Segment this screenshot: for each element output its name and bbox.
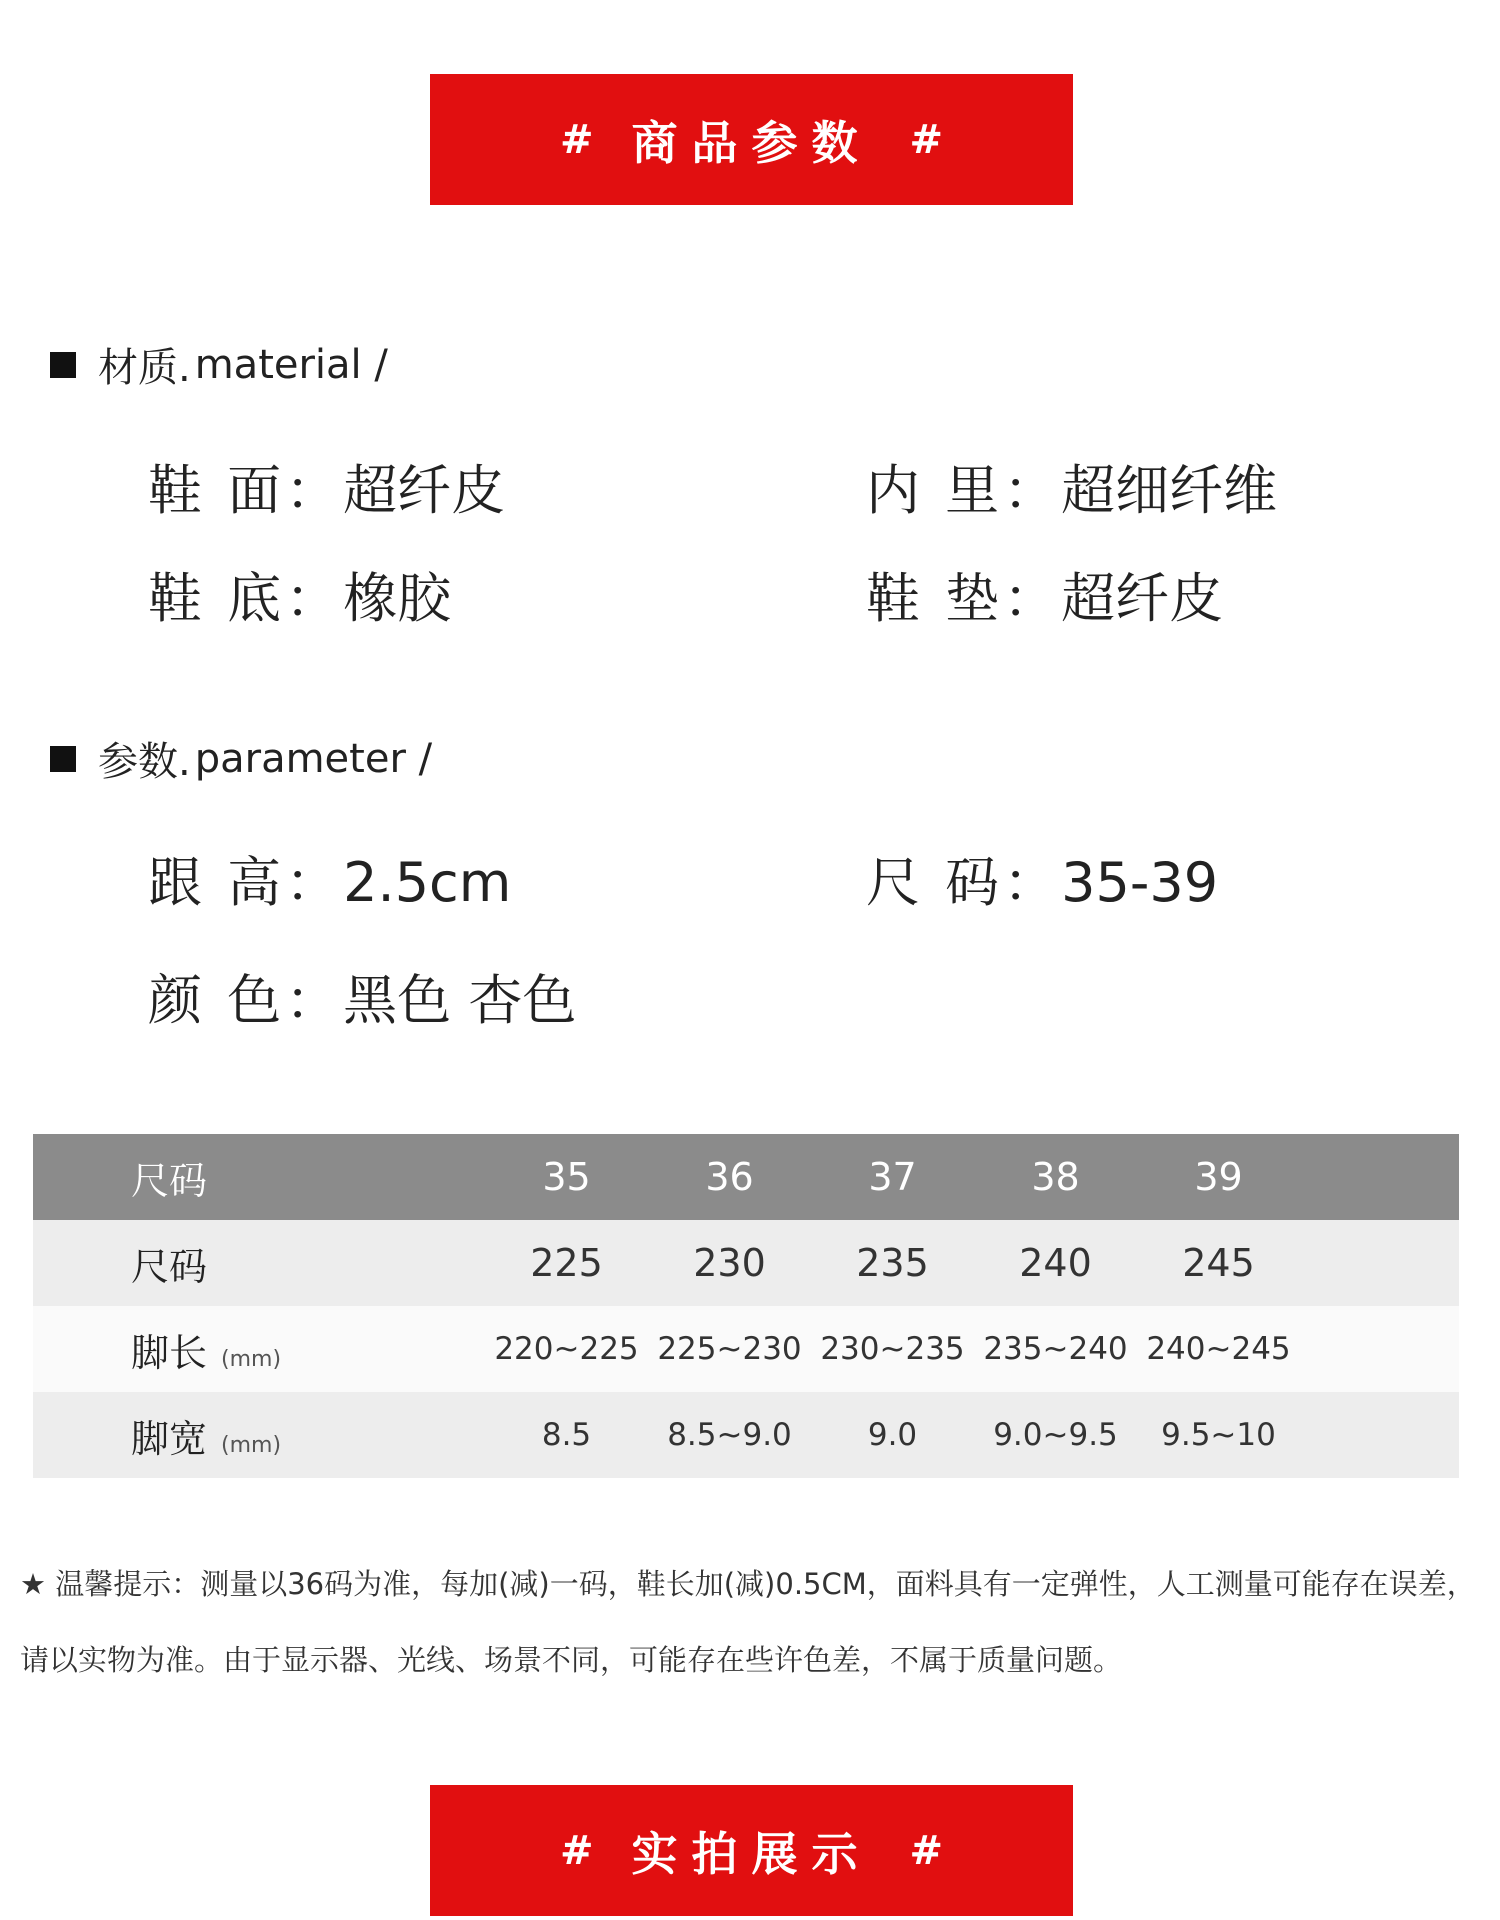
table-cell: 220~225 (494, 1331, 639, 1367)
table-cell: 尺码 (131, 1244, 208, 1289)
spec-label: 跟 高： (148, 851, 344, 914)
table-cell: 37 (868, 1155, 917, 1199)
table-row-label (33, 1322, 453, 1377)
table-header-row (33, 1134, 1459, 1220)
table-header-label (33, 1150, 453, 1205)
table-cell: 35 (542, 1155, 591, 1199)
table-header-cells (485, 1155, 1300, 1199)
hash-left: # (559, 1827, 594, 1874)
spec-value: 黑色 杏色 (343, 969, 577, 1032)
table-cell: 36 (705, 1155, 754, 1199)
hash-right: # (909, 116, 944, 163)
spec-label: 鞋 面： (148, 459, 344, 522)
table-row (33, 1220, 1459, 1306)
material-heading-cn: 材质. (98, 345, 191, 391)
params-banner (430, 74, 1073, 205)
table-cell: 脚宽 (131, 1416, 208, 1461)
square-bullet-icon (50, 352, 76, 378)
spec-value: 2.5cm (343, 851, 512, 914)
material-insole (866, 556, 1223, 633)
table-cell: 脚长 (131, 1330, 208, 1375)
material-heading (50, 336, 388, 393)
parameter-heading-cn: 参数. (98, 739, 191, 785)
parameter-heading (50, 730, 432, 787)
table-row (33, 1306, 1459, 1392)
table-cell: 225 (530, 1241, 603, 1285)
table-row (33, 1392, 1459, 1478)
table-cell: 9.0~9.5 (993, 1417, 1118, 1453)
square-bullet-icon (50, 746, 76, 772)
spec-value: 橡胶 (343, 567, 452, 630)
material-lining (866, 448, 1277, 525)
table-cell: 235~240 (983, 1331, 1128, 1367)
table-row-label (33, 1236, 453, 1291)
material-upper (148, 448, 505, 525)
size-chart-table (33, 1134, 1459, 1478)
spec-label: 鞋 垫： (866, 567, 1062, 630)
table-cell: 230~235 (820, 1331, 965, 1367)
table-cell: 38 (1031, 1155, 1080, 1199)
photo-banner (430, 1785, 1073, 1916)
material-heading-en: material / (194, 341, 388, 388)
table-row-label (33, 1408, 453, 1463)
table-cell: 225~230 (657, 1331, 802, 1367)
spec-label: 尺 码： (866, 851, 1062, 914)
material-sole (148, 556, 451, 633)
table-cell: 尺码 (131, 1158, 208, 1203)
table-cell: 8.5~9.0 (667, 1417, 792, 1453)
spec-value: 超纤皮 (1061, 567, 1224, 630)
table-cell: 39 (1194, 1155, 1243, 1199)
table-cell: 230 (693, 1241, 766, 1285)
table-cell: 235 (856, 1241, 929, 1285)
spec-label: 内 里： (866, 459, 1062, 522)
table-row-cells (485, 1241, 1300, 1285)
hash-left: # (559, 116, 594, 163)
params-banner-title: 商品参数 (631, 115, 872, 170)
table-cell: 245 (1182, 1241, 1255, 1285)
unit-label: (mm) (221, 1346, 282, 1372)
photo-banner-title: 实拍展示 (631, 1826, 872, 1881)
spec-label: 鞋 底： (148, 567, 344, 630)
table-row-cells (485, 1331, 1300, 1367)
spec-value: 超纤皮 (343, 459, 506, 522)
table-cell: 9.0 (867, 1417, 918, 1453)
spec-label: 颜 色： (148, 969, 344, 1032)
hash-right: # (909, 1827, 944, 1874)
param-size (866, 840, 1218, 917)
table-cell: 240~245 (1146, 1331, 1291, 1367)
param-heel-height (148, 840, 511, 917)
table-cell: 8.5 (541, 1417, 592, 1453)
table-cell: 9.5~10 (1161, 1417, 1276, 1453)
param-color (148, 958, 576, 1035)
spec-value: 超细纤维 (1061, 459, 1278, 522)
unit-label: (mm) (221, 1432, 282, 1458)
table-cell: 240 (1019, 1241, 1092, 1285)
spec-value: 35-39 (1061, 851, 1219, 914)
tip-note: ★ 温馨提示：测量以36码为准，每加(减)一码，鞋长加(减)0.5CM，面料具有一定弹性，人工测量可能存在误差，请以实物为准。由于显示器、光线、场景不同，可能存在些许色差，不属于质量问题。 (20, 1567, 1476, 1677)
table-row-cells (485, 1417, 1300, 1453)
parameter-heading-en: parameter / (194, 735, 433, 782)
